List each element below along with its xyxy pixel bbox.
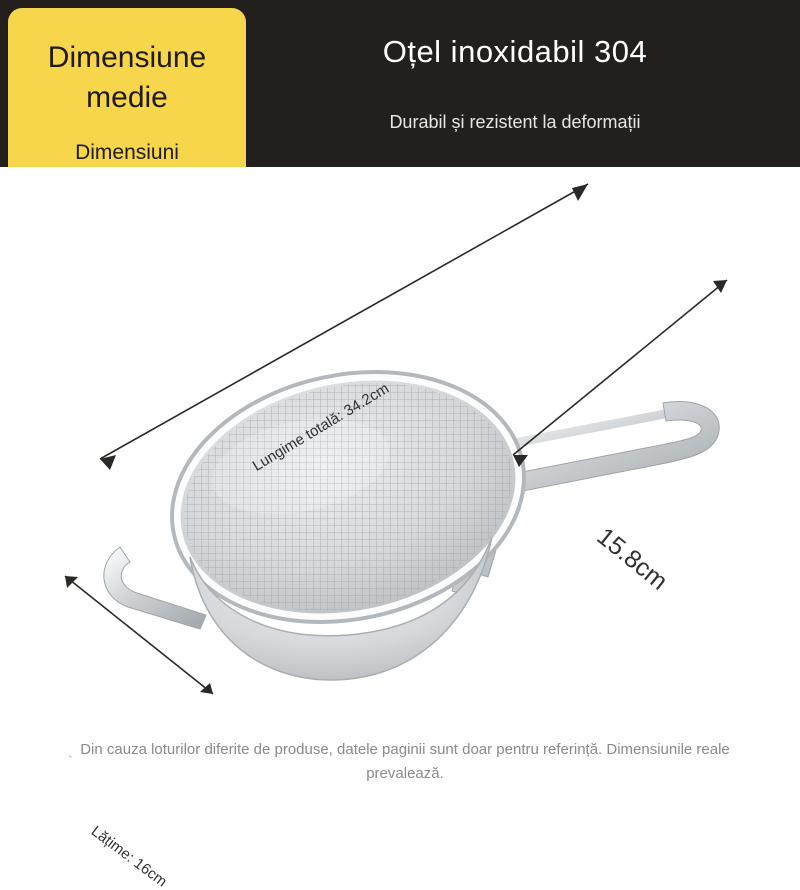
footer-tick-mark: 、 xyxy=(68,746,81,760)
strainer-illustration xyxy=(0,167,800,800)
footer-line-2: referință. Dimensiunile reale prevalează. xyxy=(366,741,730,782)
size-badge-main-label: Dimensiune medie xyxy=(47,41,207,114)
dimension-label-width: Lățime: 16cm xyxy=(87,822,171,890)
banner-title: Oțel inoxidabil 304 xyxy=(382,34,648,69)
dimension-label-handle-length: 15.8cm xyxy=(591,522,673,596)
footer-disclaimer xyxy=(60,738,750,786)
size-badge-sub-label: Dimensiuni xyxy=(75,141,179,164)
banner-subtitle: Durabil și rezistent la deformații xyxy=(389,112,641,132)
size-badge xyxy=(8,8,246,190)
footer-line-1: Din cauza loturilor diferite de produse, datele paginii sunt doar pentru xyxy=(80,741,539,758)
product-photo xyxy=(0,167,800,890)
dimension-label-total-length: Lungime totală: 34.2cm xyxy=(249,379,393,475)
